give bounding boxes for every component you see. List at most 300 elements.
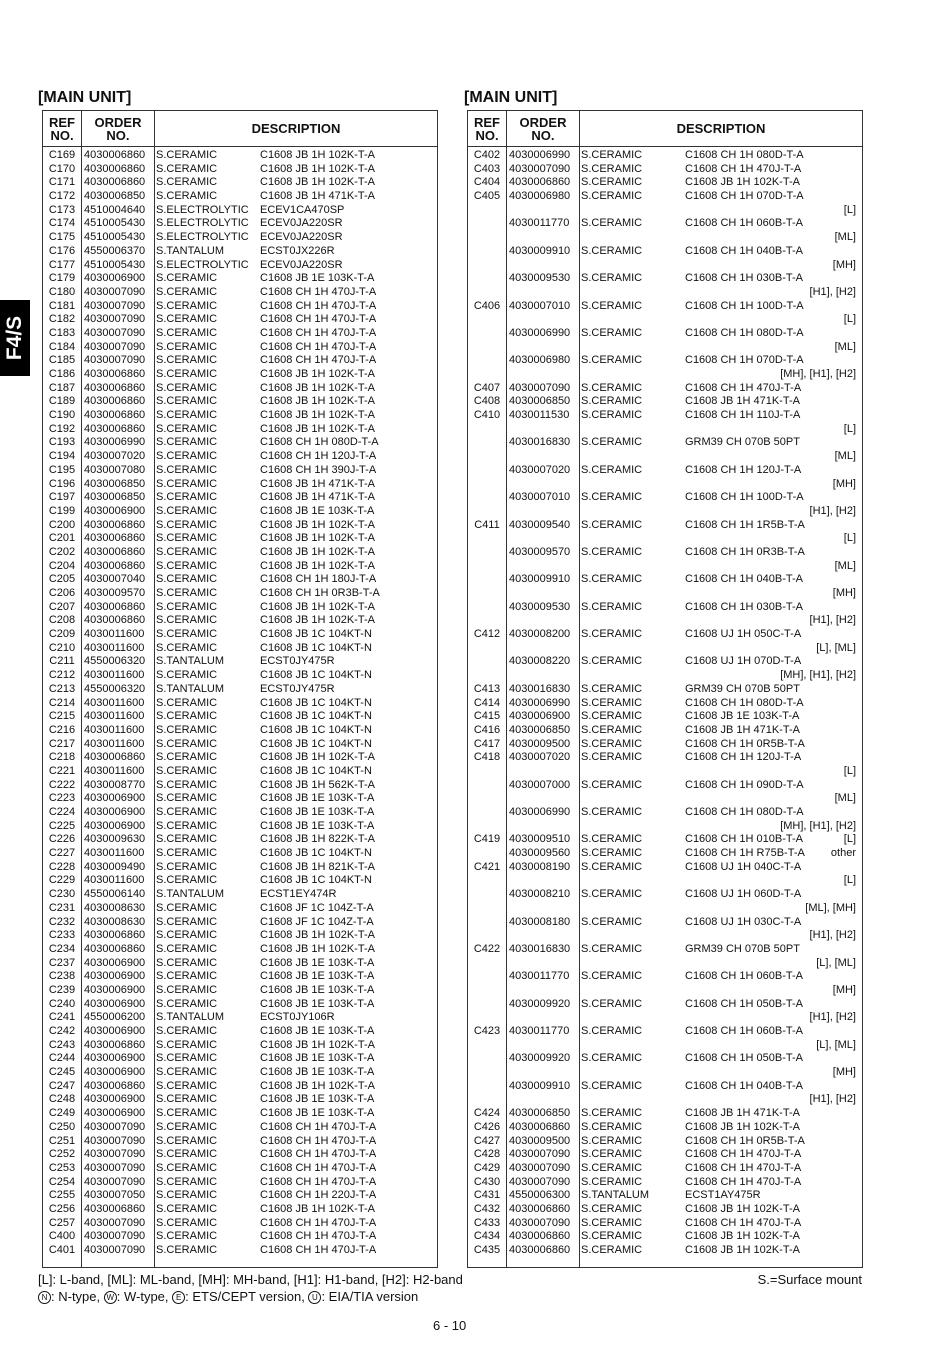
- spec-cell: ECEV0JA220SR: [260, 231, 343, 244]
- spec-cell: C1608 JB 1H 102K-T-A: [260, 929, 375, 942]
- spec-cell: ECST0JY475R: [260, 655, 335, 668]
- order-cell: 4030006900: [84, 983, 146, 996]
- table-row: [468, 176, 862, 190]
- description-cell: S.CERAMIC: [156, 806, 218, 818]
- description-cell: S.CERAMIC: [581, 272, 643, 285]
- order-cell: 4030006860: [84, 751, 146, 764]
- spec-cell: C1608 JB 1H 102K-T-A: [685, 176, 800, 189]
- spec-cell: C1608 UJ 1H 070D-T-A: [685, 655, 802, 668]
- table-row: [43, 450, 437, 464]
- table-row: [43, 1217, 437, 1231]
- spec-cell: C1608 JB 1C 104KT-N: [260, 669, 372, 682]
- table-row: [43, 683, 437, 697]
- order-cell: 4030006860: [84, 929, 146, 942]
- table-row: [43, 820, 437, 834]
- order-cell: 4510005430: [84, 258, 146, 271]
- table-row: [43, 1189, 437, 1203]
- spec-cell: C1608 JB 1H 102K-T-A: [685, 1202, 800, 1215]
- description-cell: S.CERAMIC: [156, 545, 218, 558]
- table-row: [43, 300, 437, 314]
- order-cell: 4030006860: [509, 1120, 571, 1133]
- order-cell: 4030008630: [84, 915, 146, 928]
- ref-cell: C230: [48, 888, 76, 901]
- spec-cell: C1608 UJ 1H 060D-T-A: [685, 888, 802, 901]
- ref-cell: C402: [473, 149, 501, 161]
- order-cell: 4030007010: [509, 299, 571, 312]
- description-cell: S.CERAMIC: [156, 614, 218, 627]
- order-cell: 4030006860: [84, 1038, 146, 1051]
- ref-cell: C171: [48, 176, 76, 189]
- spec-cell: C1608 CH 1H 470J-T-A: [260, 1244, 377, 1256]
- ref-cell: C257: [48, 1216, 76, 1229]
- order-cell: 4550006320: [84, 682, 146, 695]
- table-row-note: [468, 1066, 862, 1080]
- table-row-note: [468, 505, 862, 519]
- order-cell: 4030011600: [84, 641, 145, 654]
- description-cell: S.CERAMIC: [581, 860, 643, 873]
- spec-cell: C1608 CH 1H 120J-T-A: [685, 751, 802, 764]
- spec-cell: C1608 CH 1H 180J-T-A: [260, 573, 377, 586]
- description-cell: S.CERAMIC: [581, 381, 643, 394]
- description-cell: S.CERAMIC: [581, 1120, 643, 1133]
- order-cell: 4030006860: [84, 1202, 146, 1215]
- description-cell: S.CERAMIC: [156, 983, 218, 996]
- spec-cell: C1608 JB 1H 102K-T-A: [260, 751, 375, 764]
- table-row: [43, 587, 437, 601]
- description-cell: S.CERAMIC: [581, 1134, 643, 1147]
- table-row: [43, 751, 437, 765]
- order-cell: 4030007000: [509, 778, 571, 791]
- description-cell: S.CERAMIC: [581, 409, 643, 422]
- ref-cell: C234: [48, 942, 76, 955]
- ref-cell: C244: [48, 1052, 76, 1065]
- ref-cell: C430: [473, 1175, 501, 1188]
- spec-cell: C1608 JB 1H 471K-T-A: [260, 491, 375, 504]
- order-cell: 4030006850: [84, 477, 146, 490]
- description-cell: S.CERAMIC: [156, 450, 218, 463]
- description-cell: S.ELECTROLYTIC: [156, 217, 249, 230]
- description-cell: S.CERAMIC: [156, 847, 218, 860]
- band-note-cell: [H1], [H2]: [809, 614, 856, 627]
- order-cell: 4030006990: [509, 326, 571, 339]
- spec-cell: C1608 CH 1H 090D-T-A: [685, 778, 804, 791]
- table-row: [468, 300, 862, 314]
- table-row: [43, 176, 437, 190]
- spec-cell: C1608 CH 1H 470J-T-A: [260, 1120, 377, 1133]
- table-row-note: [468, 1039, 862, 1053]
- ref-cell: C418: [473, 751, 501, 764]
- description-cell: S.CERAMIC: [581, 463, 643, 476]
- order-cell: 4030007090: [84, 1148, 146, 1161]
- spec-cell: C1608 JB 1E 103K-T-A: [260, 504, 375, 517]
- description-cell: S.CERAMIC: [156, 723, 218, 736]
- spec-cell: C1608 CH 1H 080D-T-A: [260, 436, 379, 449]
- spec-cell: GRM39 CH 070B 50PT: [685, 942, 800, 955]
- table-row: [43, 204, 437, 218]
- order-cell: 4030011770: [509, 970, 570, 983]
- order-cell: 4030009910: [509, 244, 571, 257]
- spec-cell: C1608 JB 1H 102K-T-A: [685, 1244, 800, 1256]
- ref-cell: C186: [48, 368, 76, 380]
- order-cell: 4030007090: [509, 1216, 571, 1229]
- description-cell: S.CERAMIC: [156, 901, 218, 914]
- order-cell: 4030007090: [84, 354, 146, 367]
- description-cell: S.CERAMIC: [581, 176, 643, 189]
- order-cell: 4030016830: [509, 682, 571, 695]
- order-cell: 4030006900: [84, 1066, 146, 1079]
- ref-cell: C215: [48, 710, 76, 723]
- ref-cell: C433: [473, 1216, 501, 1229]
- order-cell: 4030007020: [509, 463, 571, 476]
- ref-cell: C242: [48, 1025, 76, 1037]
- ref-cell: C245: [48, 1066, 76, 1079]
- table-row-note: [468, 902, 862, 916]
- band-note-cell: [L]: [843, 874, 856, 887]
- ref-cell: C252: [48, 1148, 76, 1161]
- order-cell: 4550006320: [84, 655, 146, 668]
- ref-no-header: REF NO.: [474, 114, 500, 143]
- spec-cell: C1608 CH 1H 470J-T-A: [260, 340, 377, 353]
- table-row-note: [468, 478, 862, 492]
- order-cell: 4030009910: [509, 1079, 571, 1092]
- description-cell: S.CERAMIC: [156, 751, 218, 764]
- ref-cell: C415: [473, 710, 501, 723]
- order-cell: 4030007090: [509, 1148, 571, 1161]
- spec-cell: C1608 JB 1H 102K-T-A: [260, 422, 375, 435]
- description-cell: S.CERAMIC: [581, 299, 643, 312]
- table-row: [43, 943, 437, 957]
- spec-cell: C1608 JB 1E 103K-T-A: [260, 272, 375, 285]
- table-row: [43, 149, 437, 163]
- order-cell: 4030006860: [84, 614, 146, 627]
- spec-cell: C1608 CH 1H 030B-T-A: [685, 600, 803, 613]
- order-cell: 4030007020: [84, 450, 146, 463]
- band-note-cell: [L], [ML]: [816, 956, 856, 969]
- table-row: [468, 519, 862, 533]
- table-row: [468, 1203, 862, 1217]
- spec-cell: C1608 CH 1H R75B-T-A: [685, 847, 805, 860]
- spec-cell: ECST1AY475R: [685, 1189, 761, 1202]
- circled-mark: U: [308, 1291, 321, 1304]
- description-cell: S.CERAMIC: [156, 669, 218, 682]
- table-row: [468, 163, 862, 177]
- description-cell: S.CERAMIC: [581, 942, 643, 955]
- band-note-cell: [ML]: [834, 450, 856, 463]
- spec-cell: C1608 CH 1H 470J-T-A: [260, 299, 377, 312]
- order-cell: 4030006860: [84, 1079, 146, 1092]
- ref-cell: C421: [473, 860, 501, 873]
- spec-cell: C1608 JB 1H 102K-T-A: [260, 368, 375, 380]
- ref-cell: C243: [48, 1038, 76, 1051]
- spec-cell: C1608 JB 1H 102K-T-A: [260, 545, 375, 558]
- description-cell: S.TANTALUM: [581, 1189, 650, 1202]
- description-cell: S.TANTALUM: [156, 244, 225, 257]
- order-cell: 4030007090: [84, 340, 146, 353]
- order-cell: 4030011600: [84, 710, 145, 723]
- ref-cell: C212: [48, 669, 76, 682]
- ref-cell: C192: [48, 422, 76, 435]
- spec-cell: C1608 CH 1H 470J-T-A: [260, 326, 377, 339]
- spec-cell: C1608 JB 1E 103K-T-A: [685, 710, 800, 723]
- table-row: [468, 779, 862, 793]
- table-row: [43, 1052, 437, 1066]
- description-cell: S.CERAMIC: [156, 491, 218, 504]
- description-cell: S.CERAMIC: [156, 532, 218, 545]
- band-note-cell: [L]: [843, 764, 856, 777]
- description-cell: S.CERAMIC: [581, 997, 643, 1010]
- description-cell: S.CERAMIC: [156, 833, 218, 846]
- spec-cell: ECST1EY474R: [260, 888, 337, 901]
- order-cell: 4030008200: [509, 628, 571, 641]
- spec-cell: C1608 JB 1C 104KT-N: [260, 737, 372, 750]
- spec-cell: C1608 CH 1H 080D-T-A: [685, 149, 804, 161]
- order-cell: 4030009630: [84, 833, 146, 846]
- table-row-note: [468, 450, 862, 464]
- description-cell: S.CERAMIC: [156, 1134, 218, 1147]
- table-row: [43, 710, 437, 724]
- description-cell: S.CERAMIC: [581, 600, 643, 613]
- spec-cell: C1608 JB 1E 103K-T-A: [260, 1107, 375, 1120]
- table-row: [43, 1148, 437, 1162]
- order-cell: 4030007090: [509, 162, 571, 175]
- ref-cell: C172: [48, 190, 76, 203]
- ref-cell: C427: [473, 1134, 501, 1147]
- description-cell: S.CERAMIC: [581, 723, 643, 736]
- spec-cell: C1608 CH 1H 080D-T-A: [685, 806, 804, 818]
- band-note-cell: [L]: [843, 532, 856, 545]
- order-cell: 4030007090: [84, 1244, 146, 1256]
- description-cell: S.CERAMIC: [156, 518, 218, 531]
- type-legend-text: : ETS/CEPT version,: [185, 1289, 309, 1304]
- description-cell: S.CERAMIC: [156, 792, 218, 805]
- table-row: [43, 1039, 437, 1053]
- table-row-note: [468, 259, 862, 273]
- description-cell: S.TANTALUM: [156, 655, 225, 668]
- ref-cell: C231: [48, 901, 76, 914]
- table-row: [43, 190, 437, 204]
- table-row: [43, 765, 437, 779]
- description-cell: S.CERAMIC: [156, 874, 218, 887]
- spec-cell: C1608 JB 1H 102K-T-A: [260, 162, 375, 175]
- description-cell: S.CERAMIC: [156, 149, 218, 161]
- description-cell: S.CERAMIC: [581, 847, 643, 860]
- table-row: [43, 724, 437, 738]
- order-cell: 4030007020: [509, 751, 571, 764]
- order-cell: 4030007090: [84, 1161, 146, 1174]
- ref-cell: C424: [473, 1107, 501, 1120]
- description-cell: S.CERAMIC: [156, 929, 218, 942]
- ref-cell: C255: [48, 1189, 76, 1202]
- spec-cell: C1608 JB 1H 102K-T-A: [260, 559, 375, 572]
- circled-mark: E: [172, 1291, 185, 1304]
- description-cell: S.CERAMIC: [581, 491, 643, 504]
- ref-cell: C189: [48, 395, 76, 408]
- spec-cell: C1608 CH 1H 470J-T-A: [260, 1175, 377, 1188]
- band-note-cell: [L]: [843, 833, 856, 846]
- spec-cell: C1608 JB 1E 103K-T-A: [260, 806, 375, 818]
- description-cell: S.CERAMIC: [581, 696, 643, 709]
- table-row: [468, 1025, 862, 1039]
- ref-cell: C416: [473, 723, 501, 736]
- table-row: [43, 779, 437, 793]
- band-note-cell: [L], [ML]: [816, 641, 856, 654]
- spec-cell: C1608 JF 1C 104Z-T-A: [260, 901, 374, 914]
- table-row-note: [468, 957, 862, 971]
- description-cell: S.CERAMIC: [156, 436, 218, 449]
- spec-cell: C1608 JB 1H 471K-T-A: [685, 395, 800, 408]
- spec-cell: C1608 JB 1E 103K-T-A: [260, 1066, 375, 1079]
- description-cell: S.CERAMIC: [156, 1025, 218, 1037]
- ref-cell: C413: [473, 682, 501, 695]
- table-row: [43, 957, 437, 971]
- ref-cell: C184: [48, 340, 76, 353]
- spec-cell: C1608 CH 1H 470J-T-A: [260, 1161, 377, 1174]
- description-cell: S.CERAMIC: [156, 860, 218, 873]
- spec-cell: C1608 JB 1E 103K-T-A: [260, 819, 375, 832]
- table-row-note: [468, 560, 862, 574]
- ref-cell: C190: [48, 409, 76, 422]
- description-cell: S.CERAMIC: [156, 368, 218, 380]
- ref-cell: C227: [48, 847, 76, 860]
- ref-cell: C216: [48, 723, 76, 736]
- table-row-note: [468, 669, 862, 683]
- description-cell: S.CERAMIC: [581, 628, 643, 641]
- spec-cell: C1608 UJ 1H 040C-T-A: [685, 860, 802, 873]
- ref-cell: C223: [48, 792, 76, 805]
- table-row: [43, 916, 437, 930]
- table-row: [468, 1189, 862, 1203]
- spec-cell: C1608 JB 1H 471K-T-A: [685, 723, 800, 736]
- ref-no-header: REF NO.: [49, 114, 75, 143]
- table-row: [468, 697, 862, 711]
- band-note-cell: [ML]: [834, 340, 856, 353]
- table-row: [43, 642, 437, 656]
- spec-cell: C1608 JB 1H 102K-T-A: [260, 409, 375, 422]
- description-cell: S.CERAMIC: [156, 956, 218, 969]
- spec-cell: C1608 JB 1H 102K-T-A: [260, 1038, 375, 1051]
- description-cell: S.CERAMIC: [156, 710, 218, 723]
- description-cell: S.CERAMIC: [156, 176, 218, 189]
- spec-cell: C1608 CH 1H 070D-T-A: [685, 190, 804, 203]
- spec-cell: C1608 UJ 1H 050C-T-A: [685, 628, 802, 641]
- order-cell: 4030011600: [84, 874, 145, 887]
- description-cell: S.CERAMIC: [156, 1161, 218, 1174]
- band-note-cell: [L]: [843, 203, 856, 216]
- order-no-header: ORDER NO.: [519, 114, 567, 143]
- order-no-header: ORDER NO.: [94, 114, 142, 143]
- ref-cell: C194: [48, 450, 76, 463]
- description-cell: S.CERAMIC: [156, 1120, 218, 1133]
- table-row: [468, 327, 862, 341]
- table-row: [468, 409, 862, 423]
- order-cell: 4510004640: [84, 203, 146, 216]
- table-row: [43, 970, 437, 984]
- description-cell: S.CERAMIC: [581, 217, 643, 230]
- table-row: [468, 217, 862, 231]
- spec-cell: C1608 CH 1H 110J-T-A: [685, 409, 801, 422]
- order-cell: 4030009920: [509, 997, 571, 1010]
- order-cell: 4030008180: [509, 915, 571, 928]
- ref-cell: C214: [48, 696, 76, 709]
- table-row: [43, 1203, 437, 1217]
- description-cell: S.CERAMIC: [581, 710, 643, 723]
- order-cell: 4550006200: [84, 1011, 146, 1024]
- table-row: [43, 984, 437, 998]
- description-cell: S.CERAMIC: [581, 354, 643, 367]
- order-cell: 4030006990: [84, 436, 146, 449]
- table-row: [43, 272, 437, 286]
- ref-cell: C177: [48, 258, 76, 271]
- table-row: [468, 1148, 862, 1162]
- table-row: [468, 573, 862, 587]
- table-row: [468, 710, 862, 724]
- description-cell: S.ELECTROLYTIC: [156, 258, 249, 271]
- spec-cell: GRM39 CH 070B 50PT: [685, 682, 800, 695]
- table-row: [43, 1244, 437, 1258]
- description-header: DESCRIPTION: [676, 121, 766, 136]
- table-row: [43, 655, 437, 669]
- description-cell: S.CERAMIC: [581, 915, 643, 928]
- table-row: [43, 1025, 437, 1039]
- order-cell: 4030007090: [84, 1134, 146, 1147]
- spec-cell: C1608 CH 1H 470J-T-A: [685, 1148, 802, 1161]
- ref-cell: C207: [48, 600, 76, 613]
- description-cell: S.CERAMIC: [581, 655, 643, 668]
- ref-cell: C226: [48, 833, 76, 846]
- ref-cell: C403: [473, 162, 501, 175]
- table-row: [468, 1176, 862, 1190]
- order-cell: 4030009530: [509, 600, 571, 613]
- spec-cell: C1608 CH 1H 040B-T-A: [685, 1079, 803, 1092]
- table-row: [43, 1121, 437, 1135]
- table-row: [468, 395, 862, 409]
- table-row: [43, 847, 437, 861]
- spec-cell: C1608 CH 1H 470J-T-A: [260, 354, 377, 367]
- ref-cell: C237: [48, 956, 76, 969]
- ref-cell: C426: [473, 1120, 501, 1133]
- order-cell: 4030007090: [509, 1161, 571, 1174]
- table-row-note: [468, 231, 862, 245]
- order-cell: 4030006850: [84, 491, 146, 504]
- order-cell: 4030011770: [509, 217, 570, 230]
- spec-cell: C1608 CH 1H 0R5B-T-A: [685, 737, 805, 750]
- spec-cell: C1608 JB 1H 471K-T-A: [260, 190, 375, 203]
- ref-cell: C254: [48, 1175, 76, 1188]
- table-row: [43, 395, 437, 409]
- spec-cell: C1608 JB 1H 102K-T-A: [260, 1079, 375, 1092]
- ref-cell: C211: [49, 655, 75, 668]
- description-cell: S.CERAMIC: [581, 1079, 643, 1092]
- ref-cell: C411: [474, 518, 500, 531]
- ref-cell: C410: [473, 409, 501, 422]
- order-cell: 4030006900: [84, 1025, 146, 1037]
- description-cell: S.CERAMIC: [581, 1175, 643, 1188]
- table-row: [43, 354, 437, 368]
- description-cell: S.CERAMIC: [156, 1216, 218, 1229]
- ref-cell: C187: [48, 381, 76, 394]
- spec-cell: C1608 JB 1C 104KT-N: [260, 628, 372, 641]
- table-row: [468, 724, 862, 738]
- band-note-cell: [MH], [H1], [H2]: [780, 819, 856, 832]
- spec-cell: C1608 CH 1H 060B-T-A: [685, 970, 803, 983]
- spec-cell: C1608 CH 1H 470J-T-A: [260, 285, 377, 298]
- ref-cell: C408: [473, 395, 501, 408]
- description-cell: S.CERAMIC: [156, 190, 218, 203]
- ref-cell: C423: [473, 1025, 501, 1037]
- order-cell: 4030007090: [84, 299, 146, 312]
- band-note-cell: [L], [ML]: [816, 1038, 856, 1051]
- spec-cell: C1608 CH 1H 470J-T-A: [685, 1161, 802, 1174]
